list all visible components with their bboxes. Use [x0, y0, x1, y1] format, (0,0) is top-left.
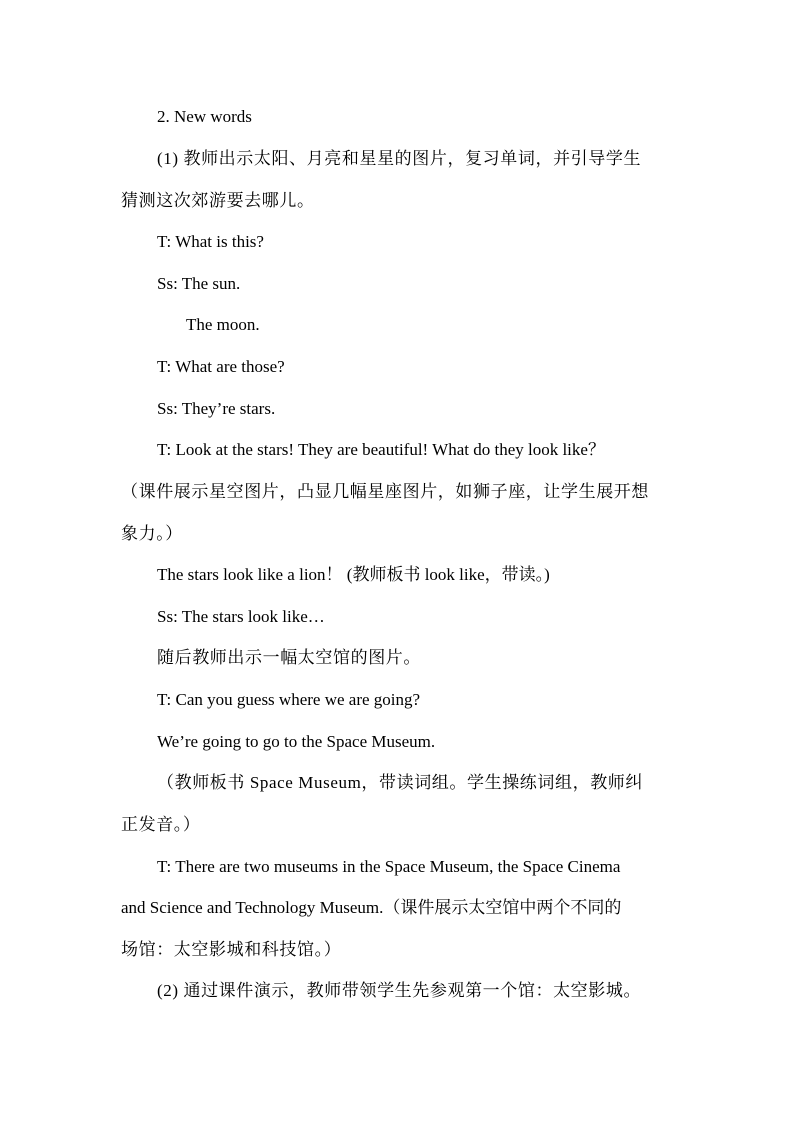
section-heading: 2. New words	[157, 107, 252, 126]
dialogue-line: T: Can you guess where we are going?	[157, 690, 421, 709]
dialogue-line: The moon.	[186, 315, 260, 334]
paragraph-line: (2) 通过课件演示，教师带领学生先参观第一个馆：太空影城。	[157, 981, 642, 1000]
dialogue-line: The stars look like a lion！ (教师板书 look like，带读。)	[157, 565, 550, 584]
paragraph-line: 随后教师出示一幅太空馆的图片。	[157, 648, 421, 667]
dialogue-line: T: Look at the stars! They are beautiful! What do they look like？	[157, 440, 605, 459]
dialogue-line: We’re going to go to the Space Museum.	[157, 732, 436, 751]
paragraph-line: （课件展示星空图片，凸显几幅星座图片，如狮子座，让学生展开想	[121, 482, 649, 501]
paragraph-line: and Science and Technology Museum.（课件展示太空馆中两个不同的	[121, 898, 622, 917]
dialogue-line: T: There are two museums in the Space Museum, the Space Cinema	[157, 857, 621, 876]
dialogue-line: T: What are those?	[157, 357, 285, 376]
paragraph-line: 象力。）	[121, 524, 183, 543]
dialogue-line: Ss: The stars look like…	[157, 607, 325, 626]
paragraph-line: 场馆：太空影城和科技馆。）	[121, 940, 342, 959]
paragraph-line: （教师板书 Space Museum，带读词组。学生操练词组，教师纠	[157, 773, 643, 792]
dialogue-line: Ss: They’re stars.	[157, 399, 276, 418]
dialogue-line: T: What is this?	[157, 232, 264, 251]
paragraph-line: 猜测这次郊游要去哪儿。	[121, 191, 315, 210]
paragraph-line: 正发音。）	[121, 815, 201, 834]
paragraph-line: (1) 教师出示太阳、月亮和星星的图片，复习单词，并引导学生	[157, 149, 642, 168]
dialogue-line: Ss: The sun.	[157, 274, 241, 293]
